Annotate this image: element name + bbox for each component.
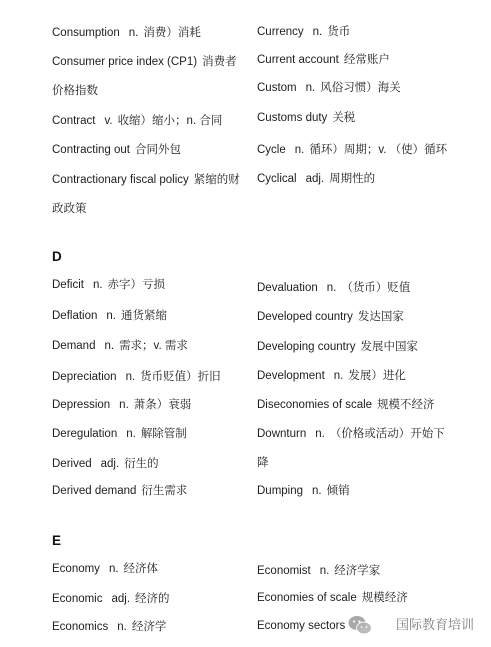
definition: （货币）贬值 (341, 282, 411, 294)
definition: 衍生需求 (141, 485, 188, 497)
term: Contract (52, 115, 96, 127)
part-of-speech: n. (92, 279, 103, 291)
term: Downturn (257, 428, 307, 440)
section-heading-d: D (52, 249, 62, 264)
definition: 关税 (332, 112, 356, 124)
glossary-entry (257, 590, 408, 606)
glossary-entry (52, 561, 158, 577)
glossary-entry (257, 171, 375, 187)
part-of-speech: n. (326, 282, 337, 294)
part-of-speech: n. (312, 26, 323, 38)
definition: 赤字）亏损 (107, 279, 166, 291)
part-of-speech: n. (128, 27, 139, 39)
definition: 萧条）衰弱 (133, 399, 192, 411)
part-of-speech: n. (106, 310, 116, 322)
term: Economy (52, 563, 100, 575)
definition: 周期性的 (329, 173, 376, 185)
part-of-speech: n. (125, 371, 136, 383)
term: Devaluation (257, 282, 318, 294)
definition: 风俗习惯）海关 (320, 82, 401, 94)
term: Deflation (52, 310, 98, 322)
definition: 经济体 (123, 563, 159, 575)
definition: 经济学 (131, 621, 167, 633)
term: Diseconomies of scale (257, 399, 373, 411)
glossary-entry-continuation (257, 455, 269, 471)
part-of-speech: n. (104, 340, 115, 352)
wechat-eye (353, 620, 355, 622)
glossary-entry-continuation (52, 83, 98, 99)
part-of-speech: n. (117, 621, 127, 633)
definition: 解除管制 (140, 428, 187, 440)
term: Consumption (52, 27, 120, 39)
definition: 规模经济 (361, 592, 408, 604)
wechat-eye (358, 620, 360, 622)
glossary-entry-continuation (52, 201, 87, 217)
glossary-entry (257, 24, 350, 40)
glossary-entry (257, 142, 447, 158)
glossary-entry (257, 280, 410, 296)
term: Economy sectors (257, 620, 346, 632)
definition: 发展中国家 (360, 341, 418, 353)
definition: 循环）周期；v. （使）循环 (309, 144, 448, 156)
term: Cycle (257, 144, 286, 156)
definition: 经济学家 (334, 565, 381, 577)
term: Cyclical (257, 173, 297, 185)
glossary-entry (52, 142, 181, 158)
glossary-entry (52, 338, 188, 354)
definition: 衍生的 (124, 458, 159, 470)
glossary-entry (52, 397, 191, 413)
wechat-eye (361, 626, 363, 628)
glossary-entry (257, 110, 355, 126)
wechat-eye (366, 626, 368, 628)
term: Developed country (257, 311, 353, 323)
glossary-entry (257, 397, 435, 413)
term: Depreciation (52, 371, 117, 383)
term: Consumer price index (CP1) (52, 56, 198, 68)
glossary-entry (257, 483, 350, 499)
part-of-speech: n. (126, 428, 136, 440)
wechat-logo-icon (347, 614, 373, 636)
glossary-entry (52, 113, 222, 129)
definition: 规模不经济 (377, 399, 435, 411)
definition: 收缩）缩小；n. 合同 (117, 115, 223, 127)
definition: 货币 (327, 26, 351, 38)
glossary-entry (257, 52, 390, 68)
definition: 紧缩的财 (193, 174, 240, 186)
glossary-entry (257, 368, 406, 384)
definition: 经常账户 (343, 54, 390, 66)
term: Derived (52, 458, 92, 470)
glossary-entry (257, 309, 404, 325)
term: Deficit (52, 279, 84, 291)
glossary-entry (257, 339, 418, 355)
term: Contractionary fiscal policy (52, 174, 189, 186)
term: Economics (52, 621, 109, 633)
definition: 发达国家 (357, 311, 404, 323)
term: Deregulation (52, 428, 118, 440)
glossary-entry (257, 618, 345, 634)
definition-continued: 价格指数 (52, 85, 98, 97)
definition: 合同外包 (135, 144, 181, 156)
glossary-entry (257, 563, 380, 579)
part-of-speech: n. (294, 144, 305, 156)
glossary-entry (257, 426, 445, 442)
term: Contracting out (52, 144, 130, 156)
term: Development (257, 370, 325, 382)
part-of-speech: adj. (305, 173, 325, 185)
term: Economic (52, 593, 103, 605)
glossary-entry (52, 456, 159, 472)
definition: 消费）消耗 (143, 27, 201, 39)
glossary-entry (52, 25, 201, 41)
definition: 经济的 (135, 593, 170, 605)
term: Customs duty (257, 112, 328, 124)
section-heading-e: E (52, 533, 62, 548)
part-of-speech: n. (305, 82, 316, 94)
term: Economies of scale (257, 592, 357, 604)
definition: （价格或活动）开始下 (329, 428, 445, 440)
term: Currency (257, 26, 304, 38)
part-of-speech: n. (319, 565, 330, 577)
definition-continued: 政政策 (52, 203, 87, 215)
part-of-speech: adj. (100, 458, 120, 470)
term: Custom (257, 82, 297, 94)
term: Current account (257, 54, 339, 66)
glossary-entry (52, 277, 165, 293)
part-of-speech: n. (315, 428, 325, 440)
part-of-speech: v. (104, 115, 113, 127)
watermark-text: 国际教育培训 (396, 617, 475, 632)
definition: 倾销 (326, 485, 350, 497)
part-of-speech: n. (119, 399, 129, 411)
glossary-entry (52, 591, 170, 607)
term: Derived demand (52, 485, 137, 497)
part-of-speech: n. (333, 370, 344, 382)
definition: 货币贬值）折旧 (140, 371, 221, 383)
definition-continued: 降 (257, 457, 269, 469)
term: Economist (257, 565, 311, 577)
glossary-entry (52, 172, 240, 188)
term: Dumping (257, 485, 304, 497)
glossary-entry (257, 80, 401, 96)
glossary-entry (52, 483, 187, 499)
term: Depression (52, 399, 111, 411)
definition: 需求；v. 需求 (119, 340, 188, 352)
glossary-entry (52, 369, 221, 385)
part-of-speech: n. (312, 485, 322, 497)
part-of-speech: adj. (111, 593, 131, 605)
glossary-entry (52, 619, 166, 635)
definition: 发展）进化 (348, 370, 406, 382)
definition: 通货紧缩 (120, 310, 167, 322)
glossary-entry (52, 426, 187, 442)
part-of-speech: n. (108, 563, 119, 575)
term: Demand (52, 340, 96, 352)
term: Developing country (257, 341, 356, 353)
definition: 消费者 (202, 56, 237, 68)
wechat-bubble-small (357, 622, 372, 634)
glossary-entry (52, 54, 237, 70)
glossary-entry (52, 308, 167, 324)
